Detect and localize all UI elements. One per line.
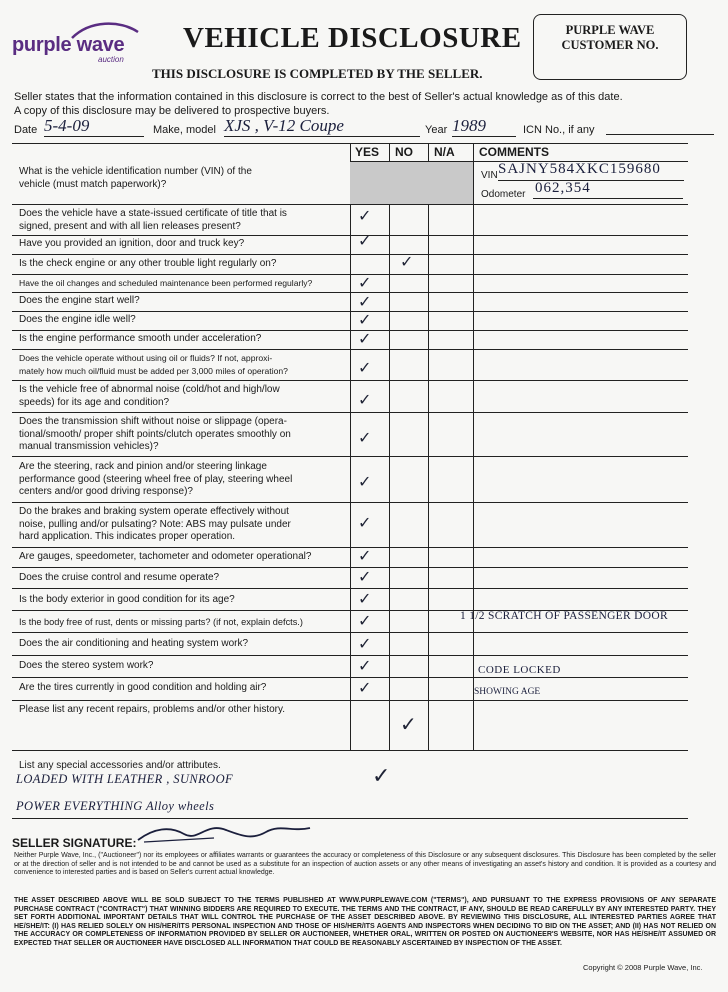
row-rule [12, 254, 688, 255]
accessories-line1[interactable]: LOADED WITH LEATHER , SUNROOF [16, 772, 234, 786]
make-field[interactable]: XJS , V-12 Coupe [224, 116, 420, 137]
row-rule [12, 588, 688, 589]
question-ac: Does the air conditioning and heating system work? [19, 638, 249, 649]
check-yes-steering[interactable]: ✓ [358, 472, 372, 491]
vin-field[interactable]: SAJNY584XKC159680 [498, 161, 661, 177]
row-rule [12, 502, 688, 503]
comment-stereo[interactable]: CODE LOCKED [478, 664, 561, 676]
icn-label: ICN No., if any [523, 124, 595, 136]
check-yes-acceleration[interactable]: ✓ [358, 329, 372, 348]
customer-number-box[interactable] [533, 14, 687, 80]
page-subtitle: THIS DISCLOSURE IS COMPLETED BY THE SELLER. [152, 66, 483, 81]
check-yes-ac[interactable]: ✓ [358, 634, 372, 653]
question-brakes: Do the brakes and braking system operate effectively without noise, pulling and/or pulsating? Note: ABS may pulsate under hard application. This indicates proper operation. [19, 506, 291, 542]
accessories-line2[interactable]: POWER EVERYTHING Alloy wheels [16, 799, 215, 813]
terms-text: THE ASSET DESCRIBED ABOVE WILL BE SOLD SUBJECT TO THE TERMS PUBLISHED AT WWW.PURPLEWAVE.COM ("TERMS"), AND PURSUANT TO THE EXPRESS PROVISIONS OF ANY SEPARATE PURCHASE CONTRACT ("CONTRACT") THAT WINNING BIDDERS ARE REQUIRED TO EXECUTE. THE TERMS AND THE CONTRACT, IF ANY, SHOULD BE READ CAREFULLY BY ANY INTERESTED PARTY. THEY SET FORTH ADDITIONAL IMPORTANT DETAILS THAT WILL CONTROL THE PURCHASE OF THE ASSET DESCRIBED ABOVE. BY REVIEWING THIS DISCLOSURE, ALL INTERESTED PARTIES AGREE THAT HE/SHE/IT: (I) HAS RELIED SOLELY ON HIS/HER/ITS PERSONAL INSPECTION AND THOSE OF HIS/HER/ITS AGENTS AND INSPECTORS WHEN DECIDING TO BID ON THE ASSET; AND (II) HAS NOT RELIED ON THE ACCURACY OR COMPLETENESS OF INFORMATION PROVIDED BY SELLER OR AUCTIONEER, WHETHER ORAL, WRITTEN OR POSTED ON AUCTIONEER'S WEBSITE, NOR HAS HE/SHE/IT ASSUMED OR EXPECTED THAT SELLER OR AUCTIONEER HAVE DISCLOSED ALL INFORMATION THAT COULD BE REASONABLY ASCERTAINED BY INSPECTION OF THE ASSET. [14, 897, 716, 947]
question-body-rust: Is the body free of rust, dents or missing parts? (if not, explain defcts.) [19, 617, 303, 627]
question-maintenance: Have the oil changes and scheduled maintenance been performed regularly? [19, 278, 313, 288]
check-yes-engine-start[interactable]: ✓ [358, 292, 372, 311]
check-yes-body-exterior[interactable]: ✓ [358, 589, 372, 608]
question-vin: What is the vehicle identification number (VIN) of the vehicle (must match paperwork)? [19, 166, 252, 190]
make-label: Make, model [153, 124, 216, 136]
question-noise: Is the vehicle free of abnormal noise (cold/hot and high/low speeds) for its age and condition? [19, 384, 280, 408]
disclaimer-text: Neither Purple Wave, Inc., ("Auctioneer") nor its employees or affiliates warrants or guarantees the accuracy or completeness of this Disclosure or any subsequent disclosures. This Disclosure has been completed by the seller or at the direction of seller and is not intended to be and cannot be used as a substitute for an inspection of auction assets or any other means of investigating an asset's history and condition. It is provided as a courtesy and convenience to interested parties and is based on Seller's current actual knowledge. [14, 852, 716, 876]
intro-line2: A copy of this disclosure may be delivered to prospective buyers. [14, 105, 330, 117]
seller-signature-image[interactable] [134, 818, 314, 848]
copyright: Copyright © 2008 Purple Wave, Inc. [583, 963, 703, 972]
row-rule [12, 547, 688, 548]
icn-field[interactable] [606, 122, 714, 135]
check-yes-gauges[interactable]: ✓ [358, 546, 372, 565]
question-engine-start: Does the engine start well? [19, 295, 140, 306]
check-yes-stereo[interactable]: ✓ [358, 656, 372, 675]
comment-body-rust[interactable]: 1 1/2 SCRATCH OF PASSENGER DOOR [460, 610, 668, 622]
check-yes-engine-idle[interactable]: ✓ [358, 310, 372, 329]
question-steering: Are the steering, rack and pinion and/or steering linkage performance good (steering wheel free of play, steering wheel centers and/or good driving response)? [19, 461, 293, 497]
vin-label: VIN [481, 170, 498, 181]
check-yes-brakes[interactable]: ✓ [358, 513, 372, 532]
odometer-label: Odometer [481, 189, 526, 200]
customer-box-line2: CUSTOMER NO. [561, 38, 659, 52]
page-title: VEHICLE DISCLOSURE [183, 22, 522, 54]
check-no-check-engine[interactable]: ✓ [400, 252, 414, 271]
question-title: Does the vehicle have a state-issued certificate of title that is signed, present and with all lien releases present? [19, 208, 287, 232]
question-tires: Are the tires currently in good condition and holding air? [19, 682, 267, 693]
row-rule [12, 700, 688, 701]
question-stereo: Does the stereo system work? [19, 660, 154, 671]
check-accessories[interactable]: ✓ [372, 764, 391, 789]
check-yes-cruise[interactable]: ✓ [358, 567, 372, 586]
check-yes-body-rust[interactable]: ✓ [358, 611, 372, 630]
check-yes-noise[interactable]: ✓ [358, 390, 372, 409]
row-rule [12, 380, 688, 381]
check-no-repairs[interactable]: ✓ [400, 712, 417, 736]
check-yes-keys[interactable]: ✓ [358, 231, 372, 250]
check-yes-maintenance[interactable]: ✓ [358, 273, 372, 292]
question-transmission: Does the transmission shift without noise or slippage (opera- tional/smooth/ proper shift points/clutch operates smoothly on manual transmission vehicles)? [19, 416, 291, 452]
row-rule [12, 456, 688, 457]
question-engine-idle: Does the engine idle well? [19, 314, 136, 325]
check-yes-transmission[interactable]: ✓ [358, 428, 372, 447]
brand-sub: auction [98, 55, 124, 64]
odometer-underline [533, 198, 683, 199]
vin-underline [498, 180, 684, 181]
check-yes-tires[interactable]: ✓ [358, 678, 372, 697]
col-comments-header: COMMENTS [479, 145, 549, 159]
vin-shaded-cells [350, 162, 473, 204]
row-rule [12, 818, 688, 819]
row-rule [12, 412, 688, 413]
row-rule [12, 204, 688, 205]
row-rule [12, 349, 688, 350]
date-field[interactable]: 5-4-09 [44, 116, 144, 137]
row-rule [12, 567, 688, 568]
col-yes-header: YES [355, 145, 380, 159]
question-check-engine: Is the check engine or any other trouble light regularly on? [19, 258, 277, 269]
year-field[interactable]: 1989 [452, 116, 516, 137]
row-rule [12, 330, 688, 331]
comment-tires[interactable]: SHOWING AGE [474, 687, 541, 697]
row-rule [12, 235, 688, 236]
row-rule [12, 274, 688, 275]
signature-label: SELLER SIGNATURE: [12, 836, 137, 850]
intro-text [14, 90, 714, 118]
row-rule [12, 632, 688, 633]
date-label: Date [14, 124, 38, 136]
question-fluids: Does the vehicle operate without using oil or fluids? If not, approxi- mately how much oil/fluid must be added per 3,000 miles of operation? [19, 353, 288, 376]
col-na-header: N/A [434, 145, 455, 159]
question-keys: Have you provided an ignition, door and truck key? [19, 238, 245, 249]
odometer-field[interactable]: 062,354 [535, 180, 591, 196]
intro-line1: Seller states that the information contained in this disclosure is correct to the best of Seller's actual knowledge as of this date. [14, 91, 623, 103]
check-yes-fluids[interactable]: ✓ [358, 358, 372, 377]
year-label: Year [425, 124, 448, 136]
question-gauges: Are gauges, speedometer, tachometer and odometer operational? [19, 551, 312, 562]
question-body-exterior: Is the body exterior in good condition for its age? [19, 594, 235, 605]
question-acceleration: Is the engine performance smooth under acceleration? [19, 333, 262, 344]
question-cruise: Does the cruise control and resume operate? [19, 572, 220, 583]
customer-box-line1: PURPLE WAVE [565, 23, 655, 37]
row-rule [12, 655, 688, 656]
col-no-header: NO [395, 145, 413, 159]
row-rule [12, 677, 688, 678]
accessories-label: List any special accessories and/or attributes. [19, 760, 221, 771]
repairs-label: Please list any recent repairs, problems and/or other history. [19, 704, 286, 715]
check-yes-title[interactable]: ✓ [358, 206, 372, 225]
row-rule [12, 292, 688, 293]
brand-logo: purple wave [12, 34, 125, 56]
row-rule [12, 750, 688, 751]
row-rule [12, 311, 688, 312]
